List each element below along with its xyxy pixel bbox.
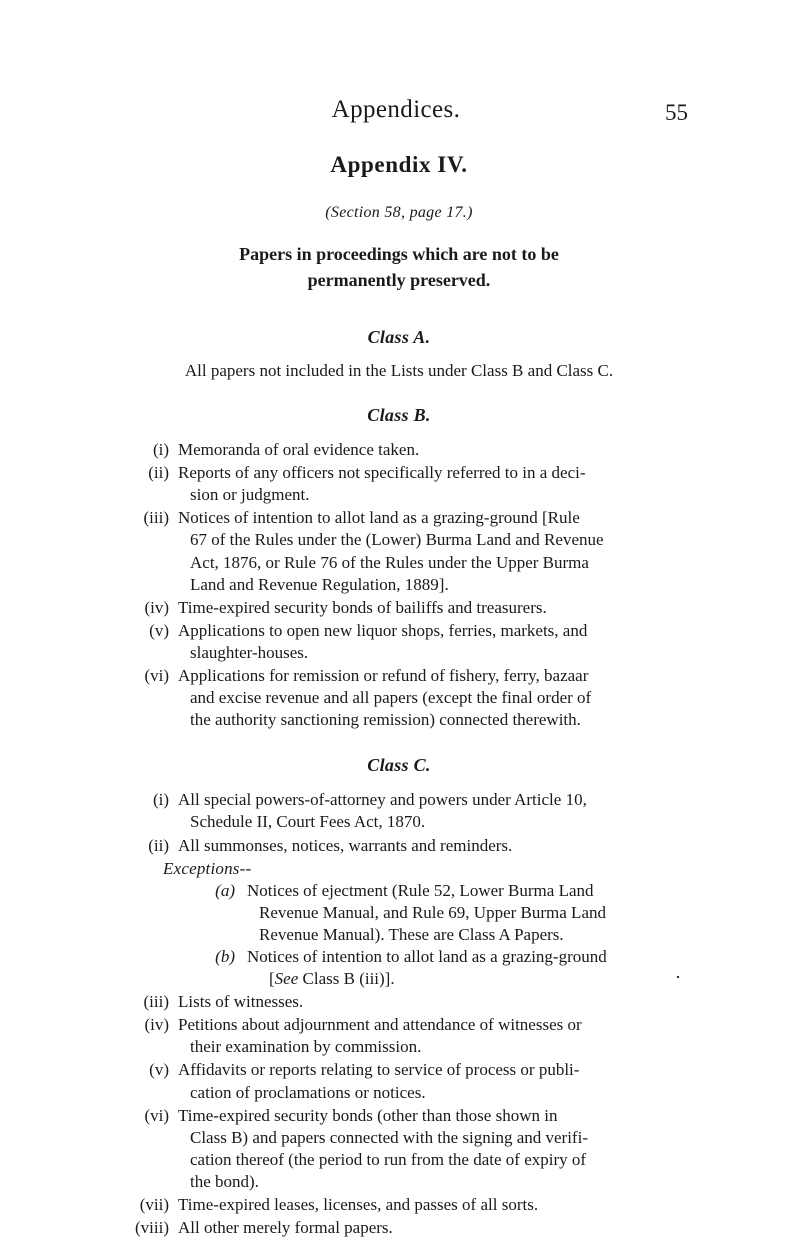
- list-item-text: [178, 439, 671, 461]
- list-item-text: [178, 835, 671, 857]
- list-item-marker: (ii): [148, 835, 169, 855]
- list-item-line: Time-expired security bonds of bailiffs and treasurers.: [178, 597, 547, 617]
- list-item-text: [247, 880, 671, 946]
- page-number: 55: [665, 100, 688, 125]
- list-item-line: Affidavits or reports relating to service of process or publi-: [178, 1060, 580, 1080]
- class-b-heading: Class B.: [367, 405, 431, 426]
- running-head-title: Appendices.: [331, 96, 461, 123]
- list-item-line: Land and Revenue Regulation, 1889].: [190, 574, 449, 594]
- list-item-marker: (v): [149, 620, 169, 640]
- list-item-line: All summonses, notices, warrants and reminders.: [178, 835, 513, 855]
- list-item-marker: (vi): [144, 1105, 169, 1125]
- list-item: [127, 1059, 671, 1103]
- list-item: [127, 1217, 671, 1239]
- list-item-text: [178, 1014, 671, 1058]
- list-item-line: Class B) and papers connected with the signing and verifi-: [190, 1127, 588, 1147]
- list-item-marker: (viii): [135, 1218, 169, 1238]
- list-item: [127, 439, 671, 461]
- page-speck: [677, 976, 679, 978]
- list-item-line: 67 of the Rules under the (Lower) Burma Land and Revenue: [190, 530, 604, 550]
- list-item-line: cation of proclamations or notices.: [190, 1082, 426, 1102]
- exceptions-block: [127, 858, 671, 991]
- class-c-heading: Class C.: [367, 755, 431, 776]
- list-item-marker: (iv): [144, 1015, 169, 1035]
- list-item: [127, 835, 671, 857]
- list-item-marker: (iii): [143, 992, 169, 1012]
- list-item-text: [178, 1059, 671, 1103]
- list-item-line: cation thereof (the period to run from the date of expiry of: [190, 1149, 587, 1169]
- running-head: [0, 96, 792, 130]
- list-item-text: [178, 665, 671, 731]
- list-item-line: Schedule II, Court Fees Act, 1870.: [190, 812, 426, 832]
- class-a-body: All papers not included in the Lists under Class B and Class C.: [184, 361, 614, 381]
- list-item-text: [178, 1105, 671, 1193]
- list-item-line: Applications for remission or refund of fishery, ferry, bazaar: [178, 666, 589, 686]
- list-item: [127, 1014, 671, 1058]
- appendix-subtitle: [127, 242, 671, 293]
- list-item-marker: (vi): [144, 666, 169, 686]
- list-item-line: Petitions about adjournment and attendance of witnesses or: [178, 1015, 582, 1035]
- class-b-list: [127, 439, 671, 731]
- list-item-line: the bond).: [190, 1171, 259, 1191]
- list-item-line: Applications to open new liquor shops, ferries, markets, and: [178, 620, 588, 640]
- list-item-marker: (i): [152, 790, 169, 810]
- list-item-marker: (ii): [148, 463, 169, 483]
- list-item-text: [178, 620, 671, 664]
- page-content: [127, 152, 671, 1240]
- exceptions-heading: Exceptions--: [163, 858, 252, 878]
- list-item-marker: (v): [149, 1060, 169, 1080]
- list-item: [127, 597, 671, 619]
- list-item-text: [178, 507, 671, 595]
- list-item-line: All special powers-of-attorney and powers under Article 10,: [178, 790, 587, 810]
- appendix-subtitle-line2: permanently preserved.: [307, 269, 491, 290]
- list-item-line: Revenue Manual, and Rule 69, Upper Burma Land: [259, 902, 606, 922]
- exceptions-item-line: Notices of intention to allot land as a grazing-ground: [247, 946, 607, 966]
- list-item-line: Act, 1876, or Rule 76 of the Rules under the Upper Burma: [190, 552, 589, 572]
- appendix-subtitle-line1: Papers in proceedings which are not to be: [239, 244, 559, 264]
- list-item: [127, 620, 671, 664]
- exceptions-list: [163, 880, 671, 990]
- see-reference: See: [274, 969, 299, 989]
- exceptions-item-text: [247, 946, 671, 990]
- class-c-list: [127, 789, 671, 1239]
- section-reference: (Section 58, page 17.): [325, 204, 473, 221]
- list-item-line: Reports of any officers not specifically referred to in a deci-: [178, 463, 586, 483]
- list-item-text: [178, 789, 671, 833]
- list-item-text: [178, 597, 671, 619]
- list-item-line: their examination by commission.: [190, 1037, 422, 1057]
- list-item-text: [178, 462, 671, 506]
- list-item-text: [178, 1217, 671, 1239]
- list-item-marker: (iv): [144, 597, 169, 617]
- appendix-title: Appendix IV.: [330, 152, 468, 177]
- exceptions-item-marker: (a): [215, 880, 235, 900]
- list-item-line: and excise revenue and all papers (except the final order of: [190, 688, 592, 708]
- list-item-line: Memoranda of oral evidence taken.: [178, 440, 420, 460]
- exceptions-item-line: [See Class B (iii)].: [247, 968, 671, 990]
- list-item: [127, 1194, 671, 1216]
- list-item: [127, 665, 671, 731]
- list-item-text: [178, 1194, 671, 1216]
- exceptions-item: [191, 946, 671, 990]
- list-item-line: Time-expired security bonds (other than those shown in: [178, 1105, 558, 1125]
- list-item: [127, 462, 671, 506]
- list-item-marker: (iii): [143, 508, 169, 528]
- list-item: [127, 1105, 671, 1193]
- list-item-line: Notices of intention to allot land as a grazing-ground [Rule: [178, 508, 580, 528]
- list-item-line: Lists of witnesses.: [178, 992, 304, 1012]
- list-item-line: Notices of ejectment (Rule 52, Lower Burma Land: [247, 880, 594, 900]
- list-item: [127, 507, 671, 595]
- list-item-line: Time-expired leases, licenses, and passes of all sorts.: [178, 1195, 539, 1214]
- list-item: [127, 991, 671, 1013]
- list-item-line: slaughter-houses.: [190, 642, 309, 662]
- list-item: [127, 789, 671, 833]
- list-item-marker: (vii): [139, 1195, 169, 1214]
- list-item-line: Revenue Manual). These are Class A Papers.: [259, 924, 564, 944]
- exceptions-item: [191, 880, 671, 946]
- list-item-line: sion or judgment.: [190, 485, 310, 505]
- list-item-text: [178, 991, 671, 1013]
- list-item-line: All other merely formal papers.: [178, 1218, 393, 1238]
- class-a-heading: Class A.: [367, 327, 431, 348]
- list-item-line: the authority sanctioning remission) connected therewith.: [190, 710, 581, 730]
- exceptions-item-marker: (b): [215, 946, 235, 966]
- list-item-marker: (i): [152, 440, 169, 460]
